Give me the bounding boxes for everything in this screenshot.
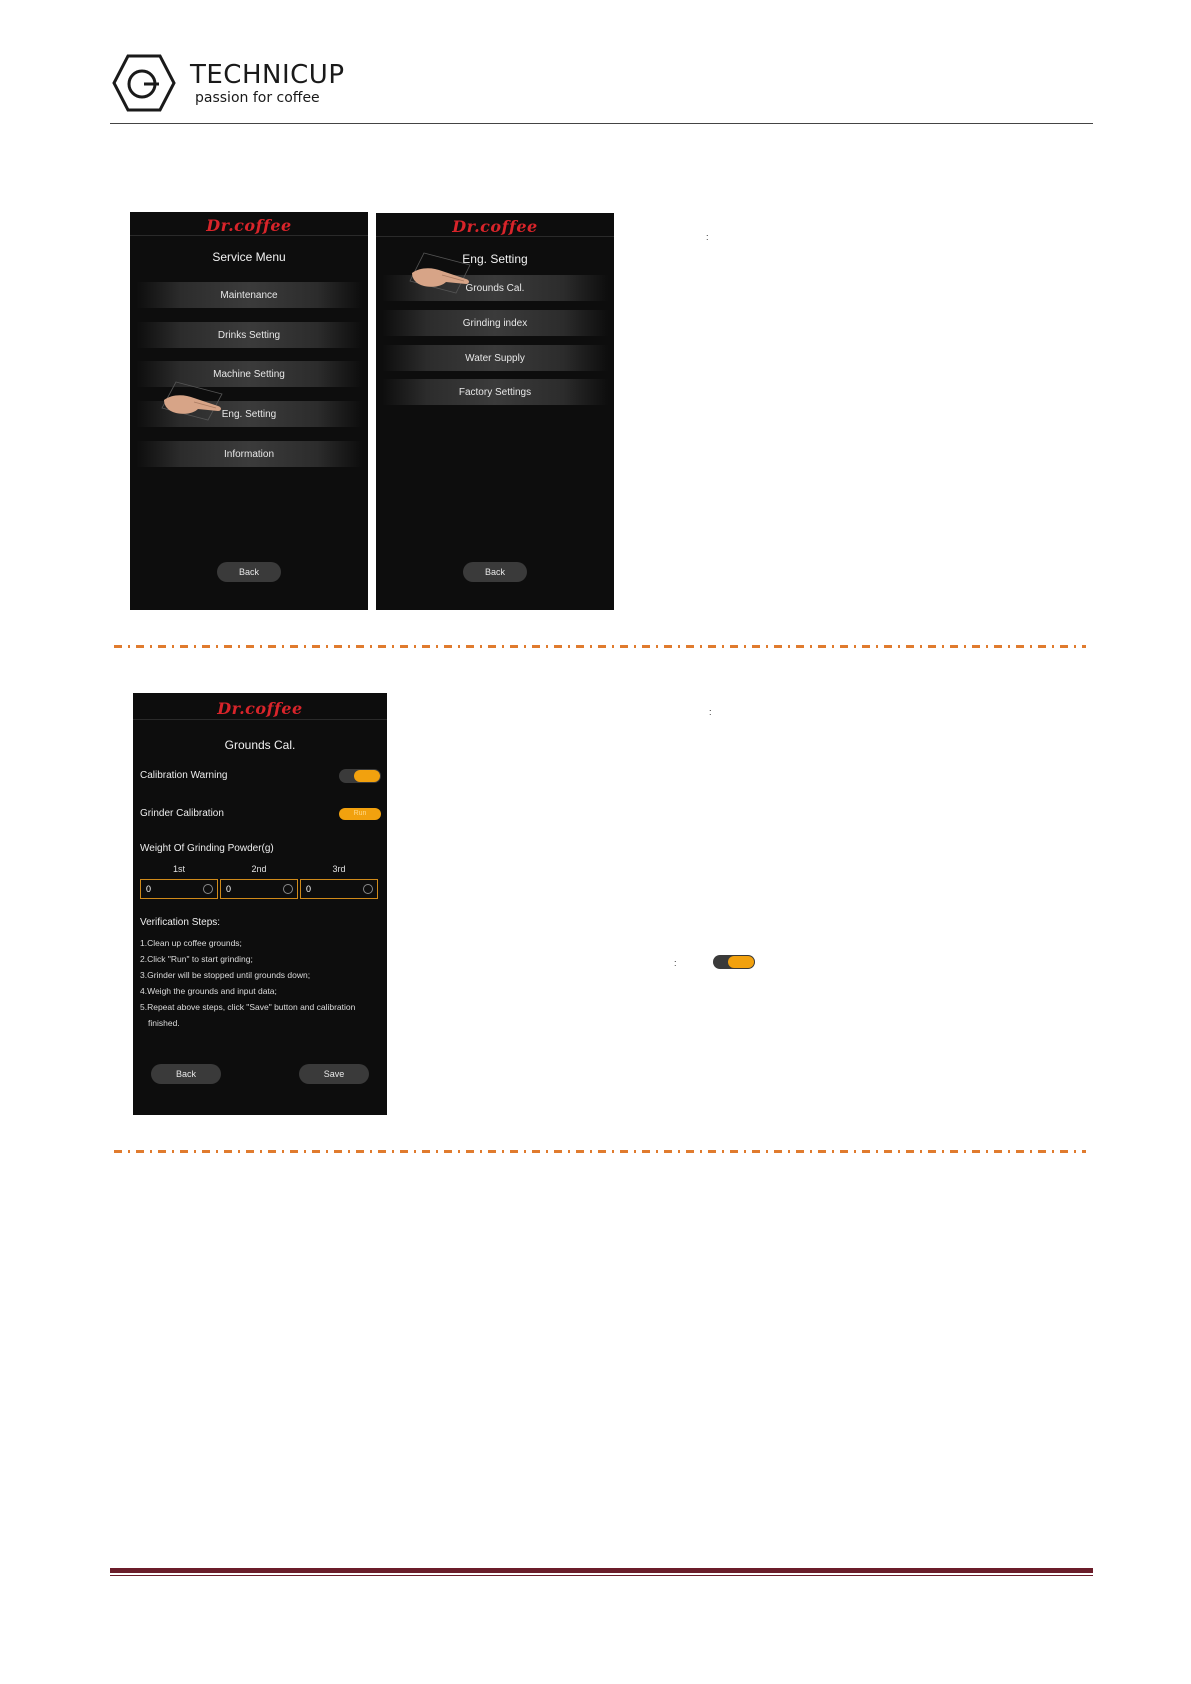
side-note-mark: : — [706, 232, 709, 242]
weight-value: 0 — [306, 884, 312, 894]
weight-input-3rd[interactable] — [300, 879, 378, 899]
menu-item-grounds-cal[interactable]: Grounds Cal. — [382, 275, 608, 301]
verification-title: Verification Steps: — [140, 917, 221, 928]
screen-title: Eng. Setting — [462, 252, 528, 266]
side-note-mark: : — [709, 707, 712, 717]
service-menu-screen — [130, 212, 368, 610]
back-button[interactable]: Back — [151, 1064, 221, 1084]
weight-input-1st[interactable] — [140, 879, 218, 899]
run-button[interactable]: Run — [339, 808, 381, 820]
brand-tagline: passion for coffee — [195, 90, 320, 106]
screen-top-divider — [130, 235, 368, 236]
screen-title: Service Menu — [212, 250, 286, 264]
weight-label: Weight Of Grinding Powder(g) — [140, 843, 274, 854]
verification-step: 4.Weigh the grounds and input data; — [140, 986, 277, 996]
toggle-knob — [728, 956, 754, 968]
menu-item-factory-settings[interactable]: Factory Settings — [382, 379, 608, 405]
pointing-hand-icon — [158, 380, 228, 422]
dr-coffee-logo: Dr.coffee — [206, 216, 292, 235]
brand-name: TECHNICUP — [190, 60, 345, 90]
clear-icon[interactable] — [203, 884, 213, 894]
clear-icon[interactable] — [283, 884, 293, 894]
pointing-hand-icon — [406, 251, 476, 297]
dr-coffee-logo: Dr.coffee — [217, 699, 303, 718]
grinder-calibration-label: Grinder Calibration — [140, 808, 224, 819]
weight-input-2nd[interactable] — [220, 879, 298, 899]
calibration-warning-toggle[interactable] — [339, 769, 381, 783]
menu-item-drinks-setting[interactable]: Drinks Setting — [136, 322, 362, 348]
screen-top-divider — [376, 236, 614, 237]
menu-item-grinding-index[interactable]: Grinding index — [382, 310, 608, 336]
save-button[interactable]: Save — [299, 1064, 369, 1084]
column-header-1st: 1st — [172, 864, 185, 874]
menu-item-maintenance[interactable]: Maintenance — [136, 282, 362, 308]
grounds-cal-screen — [133, 693, 387, 1115]
menu-item-machine-setting[interactable]: Machine Setting — [136, 361, 362, 387]
screen-top-divider — [133, 719, 387, 720]
column-header-3rd: 3rd — [332, 864, 346, 874]
footer-rule — [110, 1575, 1093, 1576]
eng-setting-screen — [376, 213, 614, 610]
screen-title: Grounds Cal. — [224, 738, 296, 752]
calibration-warning-label: Calibration Warning — [140, 770, 228, 781]
weight-value: 0 — [226, 884, 232, 894]
side-note-mark: : — [674, 958, 677, 968]
menu-item-eng-setting[interactable]: Eng. Setting — [136, 401, 362, 427]
technicup-logo — [112, 54, 352, 114]
menu-item-information[interactable]: Information — [136, 441, 362, 467]
back-button[interactable]: Back — [463, 562, 527, 582]
toggle-knob — [354, 770, 380, 782]
verification-step: 2.Click "Run" to start grinding; — [140, 954, 253, 964]
verification-step: 1.Clean up coffee grounds; — [140, 938, 242, 948]
weight-value: 0 — [146, 884, 152, 894]
section-separator — [114, 1150, 1086, 1153]
menu-item-water-supply[interactable]: Water Supply — [382, 345, 608, 371]
dr-coffee-logo: Dr.coffee — [452, 217, 538, 236]
cup-hexagon-icon — [112, 54, 176, 112]
clear-icon[interactable] — [363, 884, 373, 894]
footer-bar — [110, 1568, 1093, 1573]
section-separator — [114, 645, 1086, 648]
inline-toggle-illustration — [713, 955, 755, 969]
back-button[interactable]: Back — [217, 562, 281, 582]
verification-step: finished. — [148, 1018, 180, 1028]
verification-step: 5.Repeat above steps, click "Save" button and calibration — [140, 1002, 356, 1012]
header-divider — [110, 123, 1093, 124]
column-header-2nd: 2nd — [251, 864, 267, 874]
verification-step: 3.Grinder will be stopped until grounds down; — [140, 970, 311, 980]
